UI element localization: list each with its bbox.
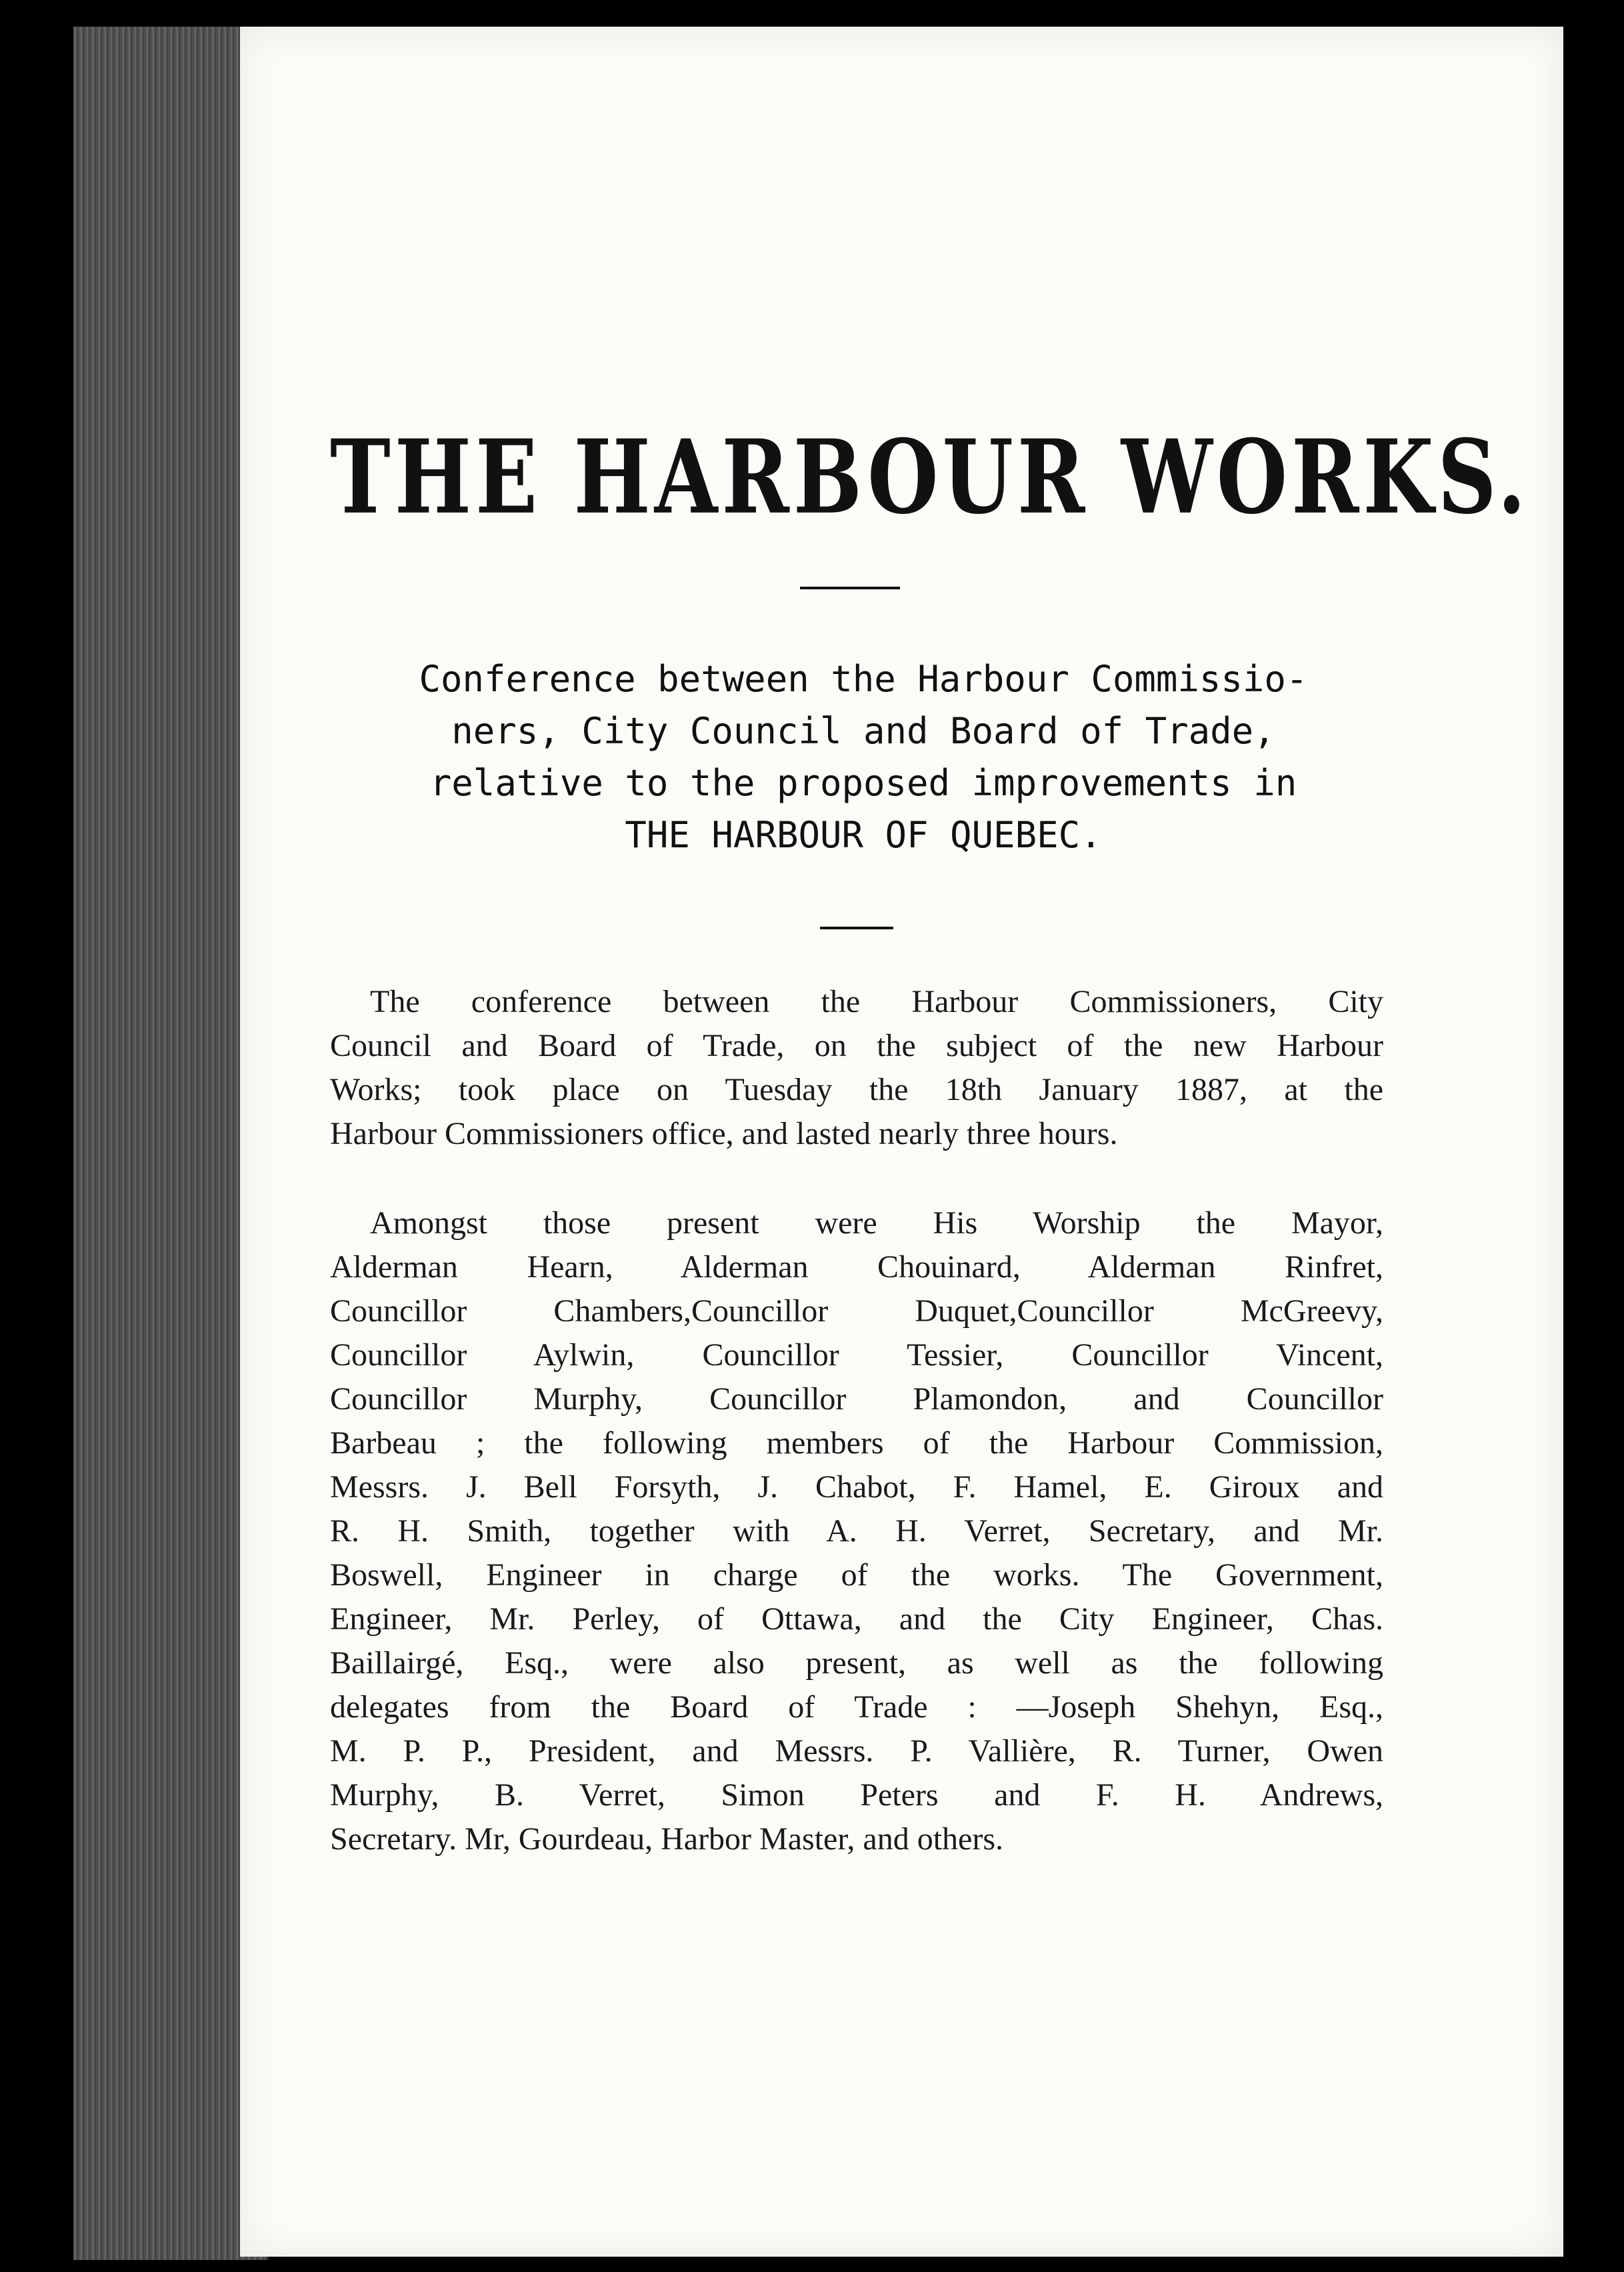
paragraph-conference bbox=[330, 980, 1383, 1156]
paragraph-line: Boswell, Engineer in charge of the works. The Government, bbox=[330, 1557, 1383, 1593]
paragraph-line: Baillairgé, Esq., were also present, as well as the following bbox=[330, 1645, 1383, 1681]
subtitle-block bbox=[330, 653, 1397, 861]
paragraph-line: Harbour Commissioners office, and lasted nearly three hours. bbox=[330, 1116, 1118, 1151]
subtitle-line: Conference between the Harbour Commissio- bbox=[419, 658, 1308, 700]
paragraph-line: Council and Board of Trade, on the subject of the new Harbour bbox=[330, 1028, 1383, 1063]
paragraph-line: Works; took place on Tuesday the 18th January 1887, at the bbox=[330, 1072, 1383, 1107]
paragraph-line: Amongst those present were His Worship the Mayor, bbox=[370, 1205, 1383, 1241]
paragraph-attendees bbox=[330, 1201, 1383, 1861]
paragraph-line: Messrs. J. Bell Forsyth, J. Chabot, F. Hamel, E. Giroux and bbox=[330, 1469, 1383, 1505]
paragraph-line: The conference between the Harbour Commissioners, City bbox=[370, 984, 1383, 1019]
subtitle-line: ners, City Council and Board of Trade, bbox=[451, 710, 1275, 752]
paragraph-line: Engineer, Mr. Perley, of Ottawa, and the City Engineer, Chas. bbox=[330, 1601, 1383, 1637]
subtitle-divider-rule bbox=[820, 927, 893, 929]
subtitle-line: THE HARBOUR OF QUEBEC. bbox=[625, 814, 1102, 856]
paragraph-line: delegates from the Board of Trade : —Joseph Shehyn, Esq., bbox=[330, 1689, 1383, 1725]
document-title: THE HARBOUR WORKS. bbox=[330, 417, 1530, 537]
paragraph-line: M. P. P., President, and Messrs. P. Vallière, R. Turner, Owen bbox=[330, 1733, 1383, 1769]
paragraph-line: Councillor Chambers,Councillor Duquet,Councillor McGreevy, bbox=[330, 1293, 1383, 1329]
paragraph-line: Alderman Hearn, Alderman Chouinard, Alderman Rinfret, bbox=[330, 1249, 1383, 1285]
paragraph-line: R. H. Smith, together with A. H. Verret, Secretary, and Mr. bbox=[330, 1513, 1383, 1549]
paragraph-line: Barbeau ; the following members of the Harbour Commission, bbox=[330, 1425, 1383, 1461]
paragraph-line: Councillor Aylwin, Councillor Tessier, Councillor Vincent, bbox=[330, 1337, 1383, 1373]
paragraph-line: Murphy, B. Verret, Simon Peters and F. H. Andrews, bbox=[330, 1777, 1383, 1813]
subtitle-line: relative to the proposed improvements in bbox=[429, 762, 1297, 804]
paragraph-line: Councillor Murphy, Councillor Plamondon, and Councillor bbox=[330, 1381, 1383, 1417]
title-divider-rule bbox=[800, 587, 900, 589]
paragraph-line: Secretary. Mr, Gourdeau, Harbor Master, and others. bbox=[330, 1821, 1004, 1857]
